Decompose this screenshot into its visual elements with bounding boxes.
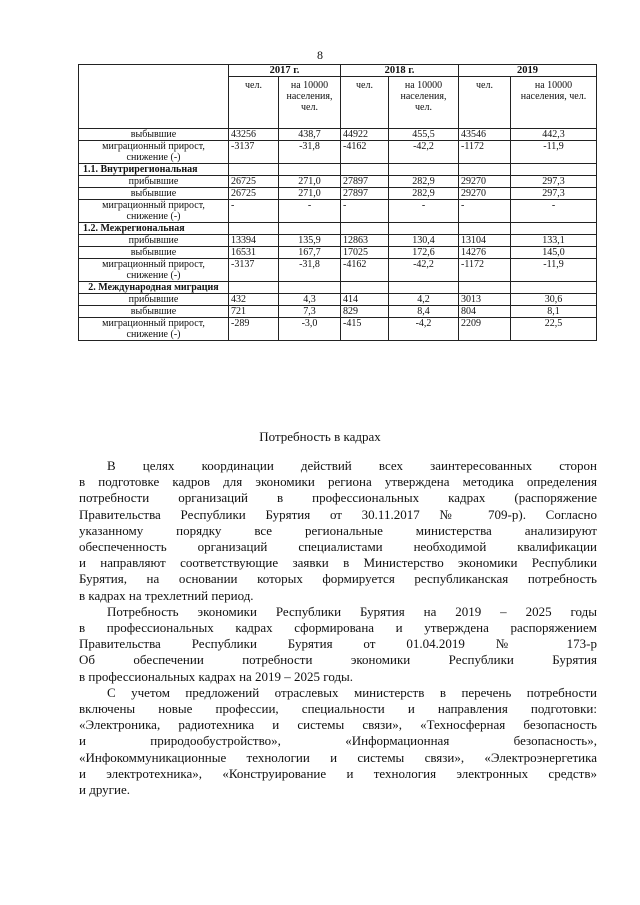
cell-abs: 43256 bbox=[229, 129, 279, 141]
empty-cell bbox=[459, 282, 511, 294]
empty-cell bbox=[341, 164, 389, 176]
cell-abs: 13104 bbox=[459, 235, 511, 247]
paragraph-line: Бурятия, на основании которых формируется республиканская потребность bbox=[79, 571, 597, 587]
paragraph-line: С учетом предложений отраслевых министерств в перечень потребности bbox=[107, 684, 597, 700]
empty-cell bbox=[279, 282, 341, 294]
row-label: выбывшие bbox=[79, 188, 229, 200]
table-row bbox=[79, 247, 597, 259]
body-text bbox=[79, 458, 597, 798]
cell-abs: 27897 bbox=[341, 176, 389, 188]
cell-rate: - bbox=[511, 200, 597, 223]
year-header: 2019 bbox=[459, 65, 597, 77]
unit-header-abs: чел. bbox=[229, 77, 279, 129]
row-label: миграционный прирост, снижение (-) bbox=[79, 318, 229, 341]
paragraph-line: «Электроника, радиотехника и системы связи», «Техносферная безопасность bbox=[79, 717, 597, 733]
table-row bbox=[79, 306, 597, 318]
cell-abs: -289 bbox=[229, 318, 279, 341]
empty-cell bbox=[511, 282, 597, 294]
cell-rate: 8,4 bbox=[389, 306, 459, 318]
cell-abs: 27897 bbox=[341, 188, 389, 200]
cell-rate: -4,2 bbox=[389, 318, 459, 341]
row-label: выбывшие bbox=[79, 129, 229, 141]
section-label: 1.1. Внутрирегиональная bbox=[79, 164, 229, 176]
table-header-years bbox=[79, 65, 597, 77]
table-row bbox=[79, 318, 597, 341]
cell-rate: 4,3 bbox=[279, 294, 341, 306]
paragraph-line: Правительства Республики Бурятия от 01.04.2019 № 173-р bbox=[79, 636, 597, 652]
cell-abs: 414 bbox=[341, 294, 389, 306]
cell-rate: - bbox=[389, 200, 459, 223]
paragraph-line: и электротехника», «Конструирование и технология электронных средств» bbox=[79, 765, 597, 781]
paragraph-line: в подготовке кадров для экономики региона утверждена методика определения bbox=[79, 474, 597, 490]
empty-cell bbox=[229, 223, 279, 235]
cell-rate: 271,0 bbox=[279, 188, 341, 200]
cell-abs: - bbox=[459, 200, 511, 223]
cell-abs: -3137 bbox=[229, 259, 279, 282]
paragraph-line: включены новые профессии, специальности и направления подготовки: bbox=[79, 701, 597, 717]
table-row bbox=[79, 235, 597, 247]
cell-rate: 133,1 bbox=[511, 235, 597, 247]
empty-cell bbox=[229, 282, 279, 294]
paragraph-line: В целях координации действий всех заинтересованных сторон bbox=[107, 458, 597, 473]
empty-cell bbox=[229, 164, 279, 176]
table-row bbox=[79, 259, 597, 282]
row-label: миграционный прирост, снижение (-) bbox=[79, 141, 229, 164]
section-label: 2. Международная миграция bbox=[79, 282, 229, 294]
cell-abs: 3013 bbox=[459, 294, 511, 306]
cell-abs: -4162 bbox=[341, 259, 389, 282]
paragraph-line: и природообустройство», «Информационная безопасность», bbox=[79, 733, 597, 749]
paragraph-line: обеспеченность организаций специалистами необходимой квалификации bbox=[79, 539, 597, 555]
unit-header-rate: на 10000 населения, чел. bbox=[389, 77, 459, 129]
row-label: выбывшие bbox=[79, 306, 229, 318]
cell-rate: -11,9 bbox=[511, 141, 597, 164]
table-row bbox=[79, 141, 597, 164]
table-section-row bbox=[79, 223, 597, 235]
paragraph-line: и направляют соответствующие заявки в Министерство экономики Республики bbox=[79, 555, 597, 571]
table-row bbox=[79, 200, 597, 223]
cell-rate: 135,9 bbox=[279, 235, 341, 247]
cell-abs: -1172 bbox=[459, 141, 511, 164]
row-label: прибывшие bbox=[79, 294, 229, 306]
cell-rate: 4,2 bbox=[389, 294, 459, 306]
cell-abs: - bbox=[229, 200, 279, 223]
paragraph-line: указанному порядку все региональные министерства анализируют bbox=[79, 522, 597, 538]
cell-rate: 282,9 bbox=[389, 188, 459, 200]
row-label: миграционный прирост, снижение (-) bbox=[79, 200, 229, 223]
table-row bbox=[79, 176, 597, 188]
cell-rate: 271,0 bbox=[279, 176, 341, 188]
table-row bbox=[79, 294, 597, 306]
cell-abs: -1172 bbox=[459, 259, 511, 282]
cell-rate: 297,3 bbox=[511, 188, 597, 200]
empty-cell bbox=[511, 164, 597, 176]
year-header: 2018 г. bbox=[341, 65, 459, 77]
cell-rate: 172,6 bbox=[389, 247, 459, 259]
cell-rate: 442,3 bbox=[511, 129, 597, 141]
table-row bbox=[79, 129, 597, 141]
empty-cell bbox=[341, 282, 389, 294]
cell-abs: 829 bbox=[341, 306, 389, 318]
cell-abs: 26725 bbox=[229, 188, 279, 200]
unit-header-abs: чел. bbox=[459, 77, 511, 129]
cell-abs: 13394 bbox=[229, 235, 279, 247]
cell-abs: 16531 bbox=[229, 247, 279, 259]
cell-rate: -42,2 bbox=[389, 141, 459, 164]
cell-rate: 8,1 bbox=[511, 306, 597, 318]
cell-abs: 29270 bbox=[459, 176, 511, 188]
cell-rate: 297,3 bbox=[511, 176, 597, 188]
empty-cell bbox=[279, 223, 341, 235]
cell-abs: 43546 bbox=[459, 129, 511, 141]
empty-cell bbox=[389, 164, 459, 176]
paragraph-line: Потребность экономики Республики Бурятия на 2019 – 2025 годы bbox=[107, 603, 597, 619]
paragraph bbox=[79, 604, 597, 685]
cell-abs: 721 bbox=[229, 306, 279, 318]
cell-abs: -415 bbox=[341, 318, 389, 341]
row-label: выбывшие bbox=[79, 247, 229, 259]
empty-cell bbox=[341, 223, 389, 235]
year-header: 2017 г. bbox=[229, 65, 341, 77]
paragraph-line: Об обеспечении потребности экономики Республики Бурятия bbox=[79, 652, 597, 668]
cell-abs: 17025 bbox=[341, 247, 389, 259]
cell-rate: 7,3 bbox=[279, 306, 341, 318]
empty-cell bbox=[389, 223, 459, 235]
row-label: прибывшие bbox=[79, 176, 229, 188]
cell-abs: 2209 bbox=[459, 318, 511, 341]
cell-abs: 29270 bbox=[459, 188, 511, 200]
header-empty-cell bbox=[79, 65, 229, 129]
cell-rate: -42,2 bbox=[389, 259, 459, 282]
unit-header-rate: на 10000 населения, чел. bbox=[511, 77, 597, 129]
paragraph-line: Правительства Республики Бурятия от 30.11.2017 № 709-р). Согласно bbox=[79, 506, 597, 522]
paragraph-line: в профессиональных кадрах сформирована и утверждена распоряжением bbox=[79, 620, 597, 636]
cell-rate: 455,5 bbox=[389, 129, 459, 141]
cell-rate: 22,5 bbox=[511, 318, 597, 341]
cell-abs: -3137 bbox=[229, 141, 279, 164]
cell-rate: 282,9 bbox=[389, 176, 459, 188]
cell-rate: 30,6 bbox=[511, 294, 597, 306]
cell-abs: 432 bbox=[229, 294, 279, 306]
empty-cell bbox=[459, 164, 511, 176]
paragraph bbox=[79, 458, 597, 604]
cell-rate: 145,0 bbox=[511, 247, 597, 259]
unit-header-abs: чел. bbox=[341, 77, 389, 129]
unit-header-rate: на 10000 населения, чел. bbox=[279, 77, 341, 129]
cell-rate: 167,7 bbox=[279, 247, 341, 259]
table-row bbox=[79, 188, 597, 200]
row-label: миграционный прирост, снижение (-) bbox=[79, 259, 229, 282]
paragraph-line: потребности организаций в профессиональных кадрах (распоряжение bbox=[79, 490, 597, 506]
migration-table bbox=[78, 64, 597, 341]
table-section-row bbox=[79, 282, 597, 294]
paragraph-line: в кадрах на трехлетний период. bbox=[79, 587, 254, 603]
paragraph bbox=[79, 685, 597, 798]
section-label: 1.2. Межрегиональная bbox=[79, 223, 229, 235]
cell-abs: 26725 bbox=[229, 176, 279, 188]
cell-rate: -31,8 bbox=[279, 141, 341, 164]
cell-rate: 438,7 bbox=[279, 129, 341, 141]
cell-abs: -4162 bbox=[341, 141, 389, 164]
paragraph-line: в профессиональных кадрах на 2019 – 2025 годы. bbox=[79, 668, 354, 684]
page-number: 8 bbox=[317, 48, 323, 62]
paragraph-line: «Инфокоммуникационные технологии и системы связи», «Электроэнергетика bbox=[79, 749, 597, 765]
table-section-row bbox=[79, 164, 597, 176]
empty-cell bbox=[279, 164, 341, 176]
cell-abs: 12863 bbox=[341, 235, 389, 247]
empty-cell bbox=[389, 282, 459, 294]
cell-abs: 804 bbox=[459, 306, 511, 318]
cell-rate: - bbox=[279, 200, 341, 223]
paragraph-line: и другие. bbox=[79, 782, 130, 798]
cell-rate: 130,4 bbox=[389, 235, 459, 247]
empty-cell bbox=[459, 223, 511, 235]
cell-rate: -3,0 bbox=[279, 318, 341, 341]
cell-rate: -31,8 bbox=[279, 259, 341, 282]
cell-abs: 44922 bbox=[341, 129, 389, 141]
cell-abs: - bbox=[341, 200, 389, 223]
cell-abs: 14276 bbox=[459, 247, 511, 259]
cell-rate: -11,9 bbox=[511, 259, 597, 282]
empty-cell bbox=[511, 223, 597, 235]
section-heading: Потребность в кадрах bbox=[259, 429, 381, 444]
row-label: прибывшие bbox=[79, 235, 229, 247]
